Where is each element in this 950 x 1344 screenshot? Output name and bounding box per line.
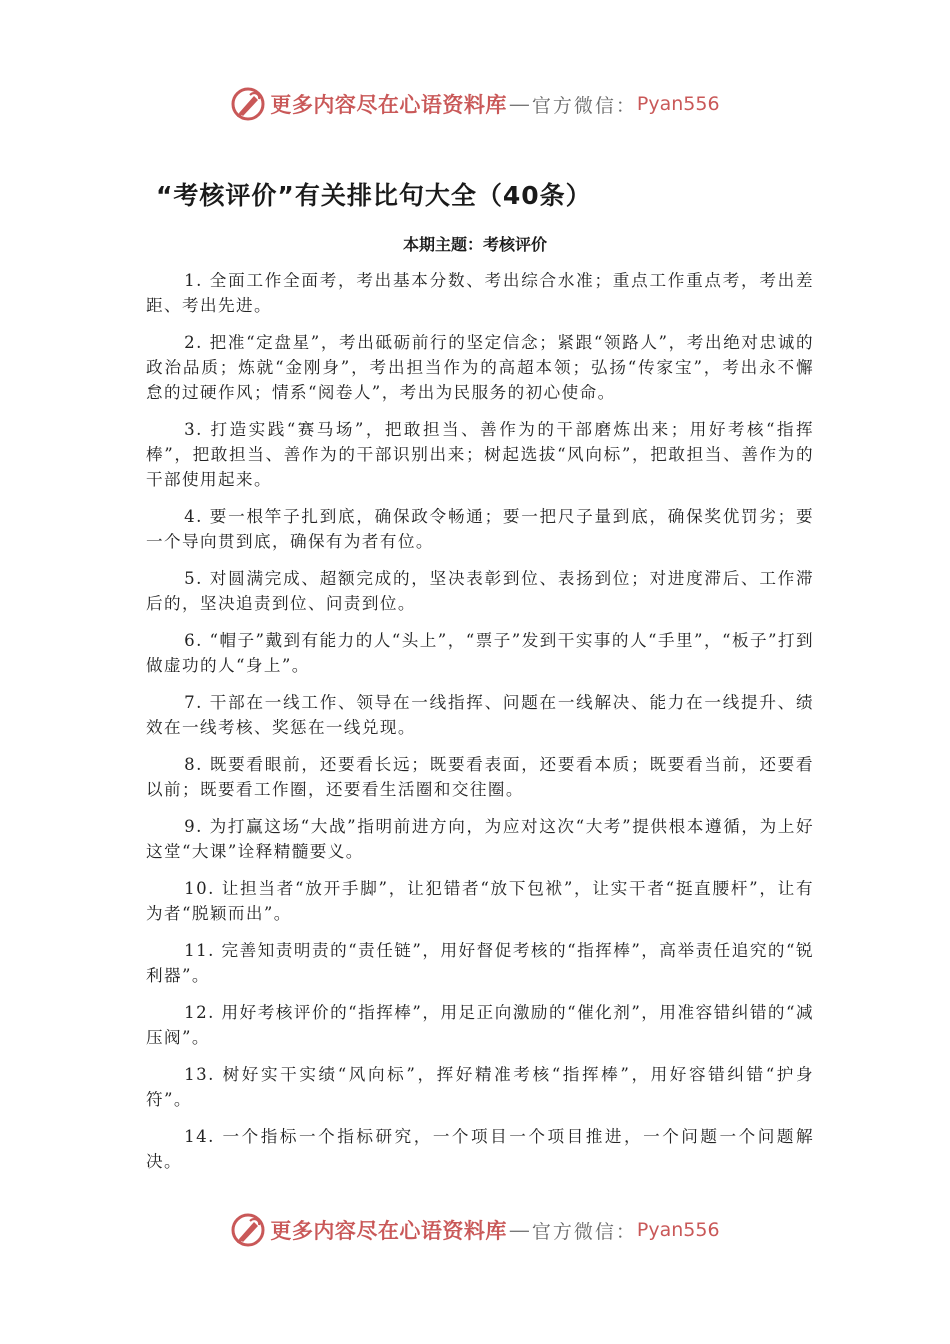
list-item: 4. 要一根竿子扎到底，确保政令畅通；要一把尺子量到底，确保奖优罚劣；要一个导向贯到底，确保有为者有位。 (146, 507, 814, 551)
list-item: 10. 让担当者“放开手脚”，让犯错者“放下包袱”，让实干者“挺直腰杆”，让有为者“脱颖而出”。 (146, 879, 814, 923)
list-item: 14. 一个指标一个指标研究，一个项目一个项目推进，一个问题一个问题解决。 (146, 1127, 814, 1171)
banner-brand-text: 更多内容尽在心语资料库 (270, 1218, 507, 1243)
banner-dash: — (508, 1218, 530, 1242)
list-item: 11. 完善知责明责的“责任链”，用好督促考核的“指挥棒”，高举责任追究的“锐利器”。 (146, 941, 814, 985)
list-item: 9. 为打赢这场“大战”指明前进方向，为应对这次“大考”提供根本遵循，为上好这堂“大课”诠释精髓要义。 (146, 817, 814, 861)
banner-dash: — (508, 92, 530, 116)
list-item: 3. 打造实践“赛马场”，把敢担当、善作为的干部磨炼出来；用好考核“指挥棒”，把敢担当、善作为的干部识别出来；树起选拔“风向标”，把敢担当、善作为的干部使用起来。 (146, 420, 814, 489)
banner-wechat-id: Pyan556 (636, 1219, 720, 1241)
header-banner (0, 84, 950, 124)
list-item: 2. 把准“定盘星”，考出砥砺前行的坚定信念；紧跟“领路人”，考出绝对忠诚的政治品质；炼就“金刚身”，考出担当作为的高超本领；弘扬“传家宝”，考出永不懈怠的过硬作风；情系“阅卷人”，考出为民服务的初心使命。 (146, 333, 814, 402)
list-item: 8. 既要看眼前，还要看长远；既要看表面，还要看本质；既要看当前，还要看以前；既要看工作圈，还要看生活圈和交往圈。 (146, 755, 814, 799)
pen-logo-icon (230, 86, 266, 122)
list-item: 13. 树好实干实绩“风向标”，挥好精准考核“指挥棒”，用好容错纠错“护身符”。 (146, 1065, 814, 1109)
list-item: 1. 全面工作全面考，考出基本分数、考出综合水准；重点工作重点考，考出差距、考出先进。 (146, 271, 814, 315)
banner-wechat-label: 官方微信： (531, 1220, 637, 1243)
banner-wechat-id: Pyan556 (636, 93, 720, 115)
list-item: 5. 对圆满完成、超额完成的，坚决表彰到位、表扬到位；对进度滞后、工作滞后的，坚决追责到位、问责到位。 (146, 569, 814, 613)
banner-brand-text: 更多内容尽在心语资料库 (270, 92, 507, 117)
footer-banner (0, 1210, 950, 1250)
list-item: 6. “帽子”戴到有能力的人“头上”，“票子”发到干实事的人“手里”，“板子”打到做虚功的人“身上”。 (146, 631, 814, 675)
list-item: 7. 干部在一线工作、领导在一线指挥、问题在一线解决、能力在一线提升、绩效在一线考核、奖惩在一线兑现。 (146, 693, 814, 737)
banner-wechat-label: 官方微信： (531, 94, 637, 117)
list-item: 12. 用好考核评价的“指挥棒”，用足正向激励的“催化剂”，用准容错纠错的“减压阀”。 (146, 1003, 814, 1047)
pen-logo-icon (230, 1212, 266, 1248)
page-title: “考核评价”有关排比句大全（40条） (156, 181, 592, 210)
page-subtitle: 本期主题：考核评价 (402, 235, 547, 254)
item-list (146, 268, 814, 1186)
